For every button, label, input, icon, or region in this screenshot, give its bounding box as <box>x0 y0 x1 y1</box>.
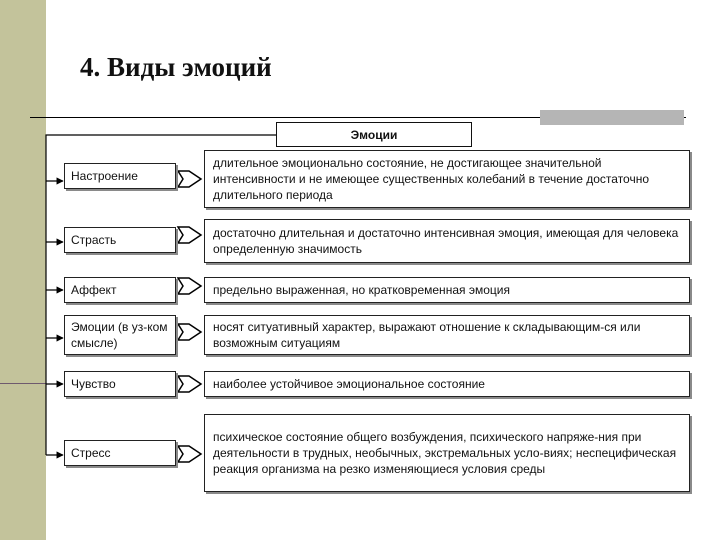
definition-box: психическое состояние общего возбуждения, психического напряже-ния при деятельности в трудных, необычных, экстремальных усло-виях; неспецифическая реакция организма на резко изменяющиеся условия среды <box>204 414 690 492</box>
term-box: Настроение <box>64 163 176 189</box>
definition-box: наиболее устойчивое эмоциональное состояние <box>204 371 690 397</box>
term-definition-arrow <box>178 171 201 187</box>
term-box: Стресс <box>64 440 176 466</box>
definition-box: достаточно длительная и достаточно интенсивная эмоция, имеющая для человека определенную значимость <box>204 219 690 263</box>
definition-box: предельно выраженная, но кратковременная эмоция <box>204 277 690 303</box>
term-definition-arrow <box>178 446 201 462</box>
term-box: Аффект <box>64 277 176 303</box>
term-box: Эмоции (в уз-ком смысле) <box>64 315 176 355</box>
root-node: Эмоции <box>276 122 472 147</box>
term-definition-arrow <box>178 278 201 294</box>
definition-box: носят ситуативный характер, выражают отношение к складывающим-ся или возможным ситуациям <box>204 315 690 355</box>
term-definition-arrow <box>178 324 201 340</box>
term-box: Чувство <box>64 371 176 397</box>
slide-title: 4. Виды эмоций <box>80 52 272 82</box>
term-definition-arrow <box>178 376 201 392</box>
term-box: Страсть <box>64 227 176 253</box>
definition-box: длительное эмоционально состояние, не достигающее значительной интенсивности и не имеющее существенных колебаний в течение достаточно длительного периода <box>204 150 690 208</box>
term-definition-arrow <box>178 227 201 243</box>
